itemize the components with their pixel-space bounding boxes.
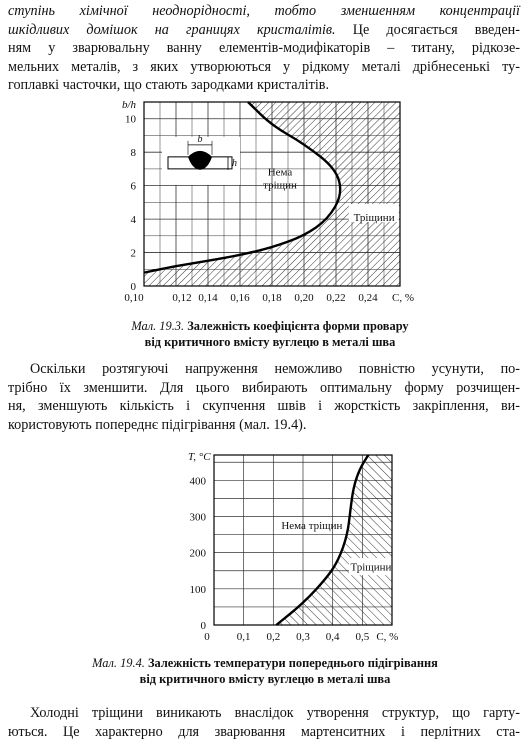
- paragraph-line: мельних металів, з яких утворюються у рідкому металі дрібнесенькі ту-: [8, 58, 520, 75]
- y-tick-label: 4: [130, 214, 136, 227]
- caption-label: Мал. 19.3.: [131, 319, 185, 333]
- chart-preheat-temperature: [170, 445, 410, 645]
- paragraph-line: ням у зварювальну ванну елементів-модифікаторів – титану, рідкозе-: [8, 40, 520, 57]
- chart-critical-carbon-shape-factor: [100, 94, 440, 306]
- y-tick-label: 100: [189, 583, 206, 596]
- x-tick-label: 0,4: [325, 631, 340, 643]
- y-tick-label: 400: [189, 475, 206, 488]
- x-tick-label: 0,18: [262, 292, 282, 304]
- paragraph-line: трібно їх зменшити. Для цього вибирають оптимальну форму розчищен-: [8, 379, 520, 396]
- paragraph-1: [8, 2, 520, 95]
- x-tick-label: 0,2: [266, 631, 281, 643]
- x-axis-label: C, %: [392, 292, 414, 304]
- paragraph-line: Холодні тріщини виникають внаслідок утворення структур, що гарту-: [30, 705, 520, 721]
- x-axis-label: C, %: [376, 631, 399, 643]
- x-tick-label: 0,14: [198, 292, 218, 304]
- figure-caption-19-4: [60, 655, 470, 687]
- y-tick-label: 0: [130, 281, 136, 293]
- width-label: b: [197, 133, 203, 145]
- paragraph-line: ня, зменшують кількість і скупчення швів і жорсткість закріплення, ви-: [8, 398, 520, 415]
- x-tick-label: 0,22: [326, 292, 346, 304]
- paragraph-2: [8, 360, 520, 434]
- x-tick-label: 0,20: [294, 292, 314, 304]
- caption-title: Залежність температури попереднього підігрівання: [147, 656, 438, 670]
- paragraph-line: [8, 21, 520, 40]
- y-tick-label: 6: [130, 180, 136, 193]
- cracks-label: Тріщини: [353, 211, 395, 224]
- height-label: h: [232, 157, 237, 169]
- x-tick-label: 0,3: [296, 631, 310, 643]
- x-tick-label: 0: [204, 631, 210, 643]
- y-tick-label: 8: [130, 147, 136, 160]
- paragraph-line: ступінь хімічної неоднорідності, тобто зменшенням концентрації: [8, 3, 520, 19]
- x-tick-label: 0,24: [358, 292, 378, 304]
- paragraph-line: користовують попереднє підігрівання (мал. 19.4).: [8, 416, 307, 433]
- figure-caption-19-3: [70, 318, 470, 350]
- x-tick-label: 0,16: [230, 292, 250, 304]
- x-tick-label: 0,5: [355, 631, 370, 643]
- x-tick-label: 0,10: [124, 292, 144, 304]
- caption-label: Мал. 19.4.: [92, 656, 145, 670]
- no-cracks-label-line: тріщин: [263, 179, 297, 192]
- paragraph-3: [8, 704, 520, 741]
- no-cracks-label: Нема тріщин: [281, 520, 343, 533]
- y-tick-label: 10: [125, 113, 136, 126]
- y-tick-label: 200: [189, 547, 206, 560]
- no-cracks-label-line: Нема: [267, 166, 293, 179]
- paragraph-line: гоплавкі часточки, що стають зародками кристалітів.: [8, 77, 330, 94]
- weld-cross-section-inset: [162, 134, 240, 185]
- y-tick-label: 0: [200, 620, 206, 632]
- caption-title: Залежність коефіцієнта форми провару: [187, 319, 409, 333]
- y-axis-label: b/h: [122, 99, 137, 111]
- no-cracks-label: [263, 167, 297, 192]
- y-axis-label: T, °C: [188, 451, 211, 463]
- y-tick-label: 2: [130, 247, 136, 260]
- paragraph-line: ються. Це характерно для зварювання мартенситних і перлітних ста-: [8, 723, 520, 740]
- x-tick-label: 0,12: [172, 292, 192, 304]
- x-tick-label: 0,1: [236, 631, 251, 643]
- paragraph-line: Оскільки розтягуючі напруження неможливо повністю усунути, по-: [30, 361, 520, 377]
- y-tick-label: 300: [189, 511, 206, 524]
- paragraph-fragment: Це досягається введен-: [352, 21, 520, 38]
- paragraph-fragment: шкідливих домішок на границях кристалітів.: [8, 21, 353, 38]
- cracks-label: Тріщини: [350, 561, 392, 574]
- caption-title-line2: від критичного вмісту вуглецю в металі шва: [144, 335, 396, 349]
- caption-title-line2: від критичного вмісту вуглецю в металі шва: [139, 672, 391, 686]
